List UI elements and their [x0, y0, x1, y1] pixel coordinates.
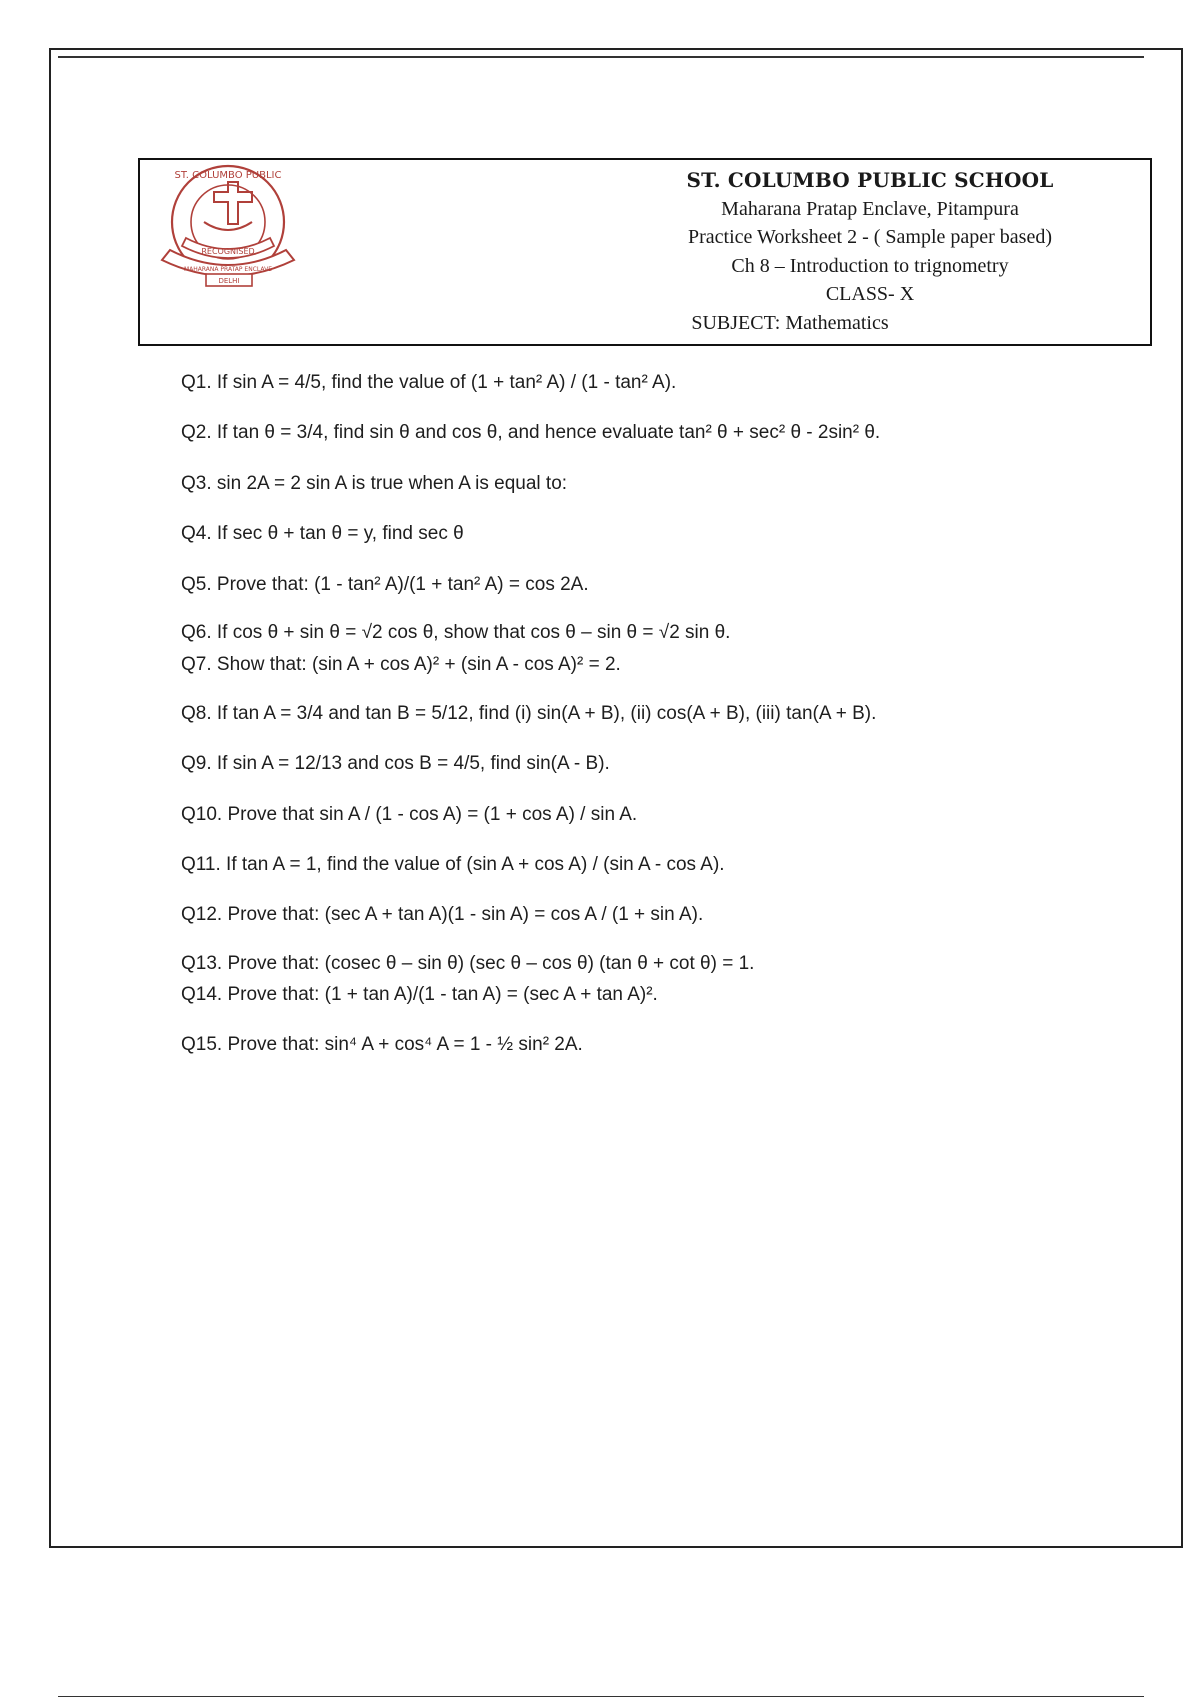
question-15: Q15. Prove that: sin⁴ A + cos⁴ A = 1 - ½ sin² 2A. — [181, 1034, 583, 1055]
question-9: Q9. If sin A = 12/13 and cos B = 4/5, find sin(A - B). — [181, 753, 610, 774]
class-label: CLASS- X — [825, 283, 915, 305]
svg-text:DELHI: DELHI — [218, 277, 240, 285]
header-text-block — [520, 166, 1200, 337]
question-13: Q13. Prove that: (cosec θ – sin θ) (sec θ – cos θ) (tan θ + cot θ) = 1. — [181, 953, 755, 974]
worksheet-header — [138, 158, 1152, 346]
svg-text:MAHARANA PRATAP ENCLAVE: MAHARANA PRATAP ENCLAVE — [183, 266, 273, 273]
school-name: ST. COLUMBO PUBLIC SCHOOL — [686, 168, 1054, 192]
top-rule — [58, 56, 1144, 58]
question-10: Q10. Prove that sin A / (1 - cos A) = (1 + cos A) / sin A. — [181, 804, 638, 825]
worksheet-title: Practice Worksheet 2 - ( Sample paper based) — [688, 226, 1052, 248]
question-6: Q6. If cos θ + sin θ = √2 cos θ, show that cos θ – sin θ = √2 sin θ. — [181, 622, 731, 643]
subject-text: SUBJECT: Mathematics — [691, 311, 889, 334]
question-2: Q2. If tan θ = 3/4, find sin θ and cos θ, and hence evaluate tan² θ + sec² θ - 2sin² θ. — [181, 422, 881, 443]
school-address: Maharana Pratap Enclave, Pitampura — [721, 197, 1019, 220]
bottom-rule — [58, 1696, 1144, 1697]
svg-text:RECOGNISED: RECOGNISED — [201, 247, 255, 256]
question-14: Q14. Prove that: (1 + tan A)/(1 - tan A) = (sec A + tan A)². — [181, 984, 658, 1005]
chapter-title: Ch 8 – Introduction to trignometry — [731, 254, 1009, 277]
svg-text:ST. COLUMBO PUBLIC: ST. COLUMBO PUBLIC — [174, 170, 282, 181]
question-4: Q4. If sec θ + tan θ = y, find sec θ — [181, 523, 464, 544]
question-12: Q12. Prove that: (sec A + tan A)(1 - sin A) = cos A / (1 + sin A). — [181, 904, 704, 925]
question-3: Q3. sin 2A = 2 sin A is true when A is equal to: — [181, 473, 568, 494]
question-8: Q8. If tan A = 3/4 and tan B = 5/12, find (i) sin(A + B), (ii) cos(A + B), (iii) tan(A + B). — [181, 703, 877, 724]
question-5: Q5. Prove that: (1 - tan² A)/(1 + tan² A) = cos 2A. — [181, 574, 589, 595]
question-11: Q11. If tan A = 1, find the value of (sin A + cos A) / (sin A - cos A). — [181, 854, 725, 875]
question-1: Q1. If sin A = 4/5, find the value of (1 + tan² A) / (1 - tan² A). — [181, 372, 677, 393]
subject-label — [520, 309, 1200, 338]
question-7: Q7. Show that: (sin A + cos A)² + (sin A - cos A)² = 2. — [181, 654, 621, 675]
school-logo — [148, 162, 306, 296]
